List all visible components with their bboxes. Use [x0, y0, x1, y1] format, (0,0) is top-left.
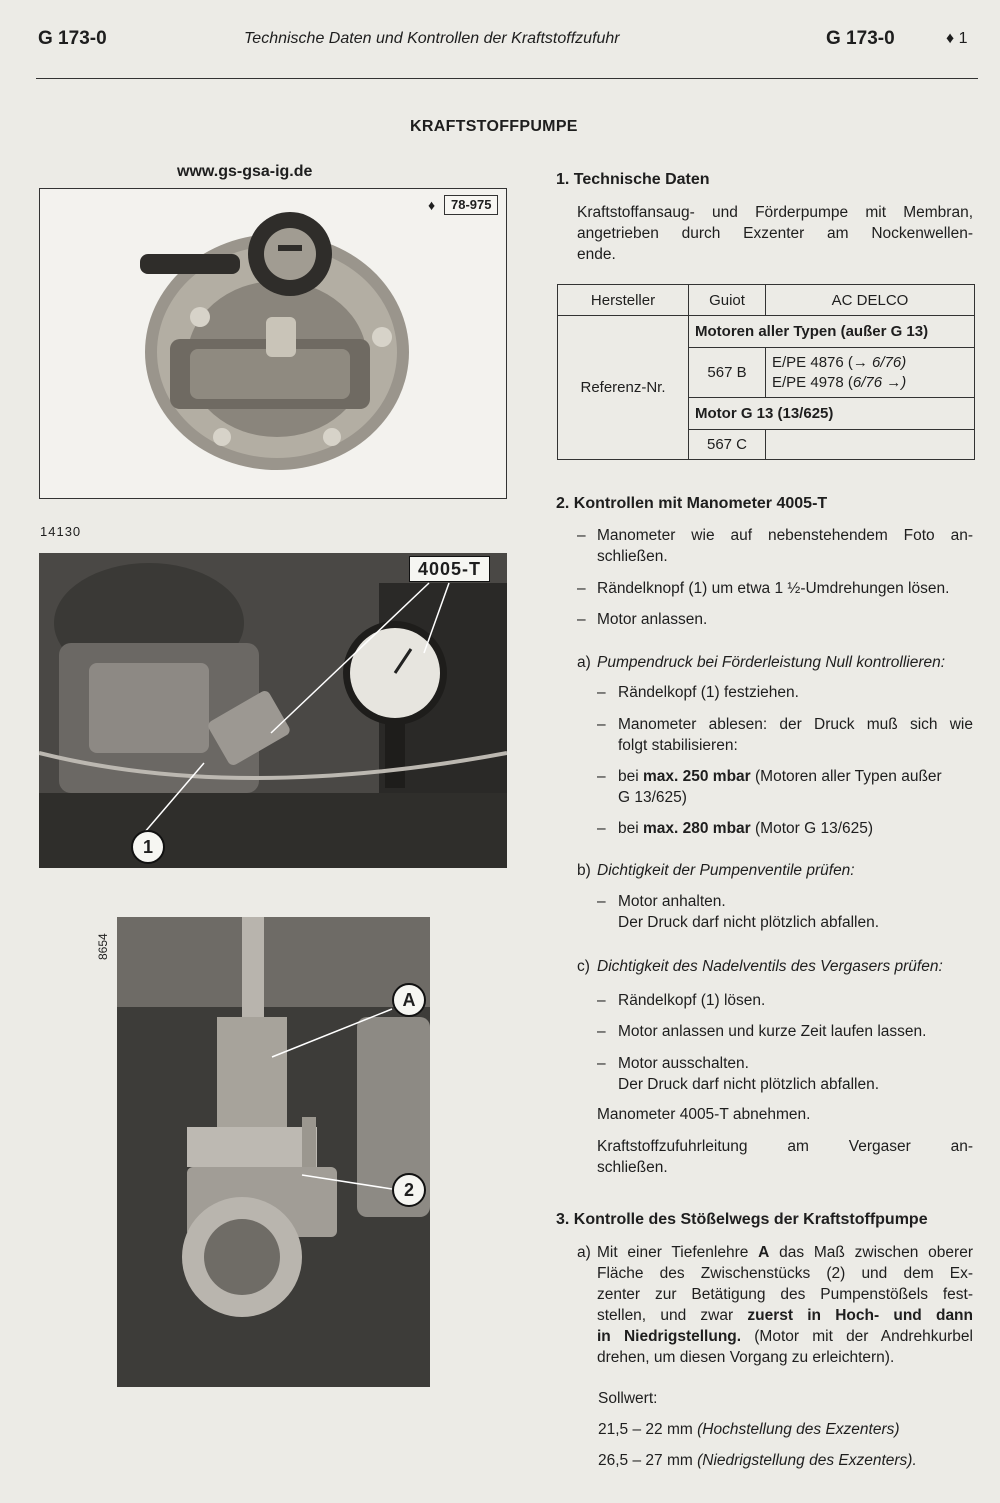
- s2-a-title: Pumpendruck bei Förderleistung Null kontrollieren:: [597, 654, 946, 671]
- header-code-right: G 173-0: [826, 28, 895, 49]
- td-acdelco-1: [766, 348, 975, 398]
- s2-c-item-3: [618, 1053, 879, 1095]
- figure-manometer: [39, 553, 507, 868]
- section-1-heading: 1. Technische Daten: [556, 171, 710, 188]
- s3-line-1-post: das Maß zwischen oberer: [769, 1244, 973, 1261]
- sollwert-1: [598, 1419, 900, 1440]
- s2-item-1-line-2: schließen.: [597, 548, 668, 565]
- td-reference-label: Referenz-Nr.: [558, 316, 689, 460]
- s3-line-4-pre: stellen, und zwar: [597, 1307, 748, 1324]
- s2-a-item-3-line-2: G 13/625): [618, 789, 687, 806]
- sollwert-1-note: (Hochstellung des Exzenters): [697, 1421, 900, 1438]
- s3-line-3: zenter zur Betätigung des Pumpenstößels fest-: [597, 1286, 973, 1303]
- header-rule: [36, 78, 978, 79]
- sollwert-2: [598, 1450, 917, 1471]
- s3-line-1-pre: Mit einer Tiefenlehre: [597, 1244, 759, 1261]
- sollwert-label: Sollwert:: [598, 1390, 658, 1407]
- s2-after-2-line-2: schließen.: [597, 1159, 668, 1176]
- fuel-pump-illustration: [40, 189, 505, 497]
- dash: –: [597, 768, 606, 785]
- section-2-heading: 2. Kontrollen mit Manometer 4005-T: [556, 495, 828, 512]
- dash: –: [597, 684, 606, 701]
- s2-item-1: [597, 525, 973, 567]
- s2-a-item-2-line-1: Manometer ablesen: der Druck muß sich wie: [618, 716, 973, 733]
- s3-line-5: [597, 1326, 973, 1347]
- s2-b-title: Dichtigkeit der Pumpenventile prüfen:: [597, 862, 855, 879]
- callout-2: 2: [392, 1173, 426, 1207]
- s2-a-item-3: [618, 766, 978, 808]
- td-acdelco-2: [766, 430, 975, 460]
- s2-item-3: Motor anlassen.: [597, 611, 708, 628]
- figure-ref-box: 78-975: [444, 195, 498, 215]
- s3-line-5-bold: in Niedrigstellung.: [597, 1328, 742, 1345]
- figure-number-3: 8654: [96, 933, 110, 960]
- dash: –: [597, 1023, 606, 1040]
- s2-a-item-3-value: max. 250 mbar: [643, 768, 751, 785]
- s2-c-item-2: Motor anlassen und kurze Zeit laufen lassen.: [618, 1023, 927, 1040]
- sollwert-2-note: (Niedrigstellung des Exzenters).: [697, 1452, 917, 1469]
- sollwert-2-value: 26,5 – 27 mm: [598, 1452, 693, 1469]
- th-manufacturer: Hersteller: [558, 285, 689, 316]
- s2-b-item-1: [618, 891, 879, 933]
- dash: –: [597, 820, 606, 837]
- s2-a-item-3-post: (Motoren aller Typen außer: [750, 768, 942, 785]
- s3-a-label: a): [577, 1244, 591, 1261]
- s3-a-text: [597, 1242, 973, 1368]
- s3-line-4-bold: zuerst in Hoch- und dann: [747, 1307, 973, 1324]
- acdelco-1b: E/PE 4978 (: [772, 373, 853, 391]
- acdelco-1a: E/PE 4876 (: [772, 353, 853, 371]
- acdelco-1b-range: 6/76 →): [852, 373, 907, 391]
- dash: –: [577, 611, 586, 628]
- s3-line-6: drehen, um diesen Vorgang zu erleichtern).: [597, 1349, 895, 1366]
- s2-c-title: Dichtigkeit des Nadelventils des Vergasers prüfen:: [597, 958, 943, 975]
- s2-a-item-4-pre: bei: [618, 820, 643, 837]
- website-url: www.gs-gsa-ig.de: [177, 163, 313, 180]
- section-1-line-3: ende.: [577, 246, 616, 263]
- th-acdelco: AC DELCO: [766, 285, 975, 316]
- manometer-tool-label: 4005-T: [409, 556, 490, 582]
- figure-depth-gauge: [117, 917, 430, 1387]
- s2-after-2: [597, 1136, 973, 1178]
- depth-gauge-illustration: [117, 917, 430, 1387]
- section-1-line-2: angetrieben durch Exzenter am Nockenwellen-: [577, 225, 973, 242]
- s2-a-item-4-value: max. 280 mbar: [643, 820, 751, 837]
- s3-line-1-tool: A: [758, 1244, 770, 1261]
- s2-item-1-line-1: Manometer wie auf nebenstehendem Foto an-: [597, 527, 973, 544]
- table-header-row: [558, 285, 975, 316]
- s2-b-item-1-line-1: Motor anhalten.: [618, 893, 726, 910]
- s3-line-1: [597, 1242, 973, 1263]
- engine-bay-illustration: [39, 553, 507, 868]
- section-3-heading: 3. Kontrolle des Stößelwegs der Kraftstoffpumpe: [556, 1211, 928, 1228]
- page-number: ♦ 1: [946, 30, 968, 47]
- s2-after-2-line-1: Kraftstoffzufuhrleitung am Vergaser an-: [597, 1138, 973, 1155]
- s3-line-2: Fläche des Zwischenstücks (2) und dem Ex-: [597, 1265, 973, 1282]
- td-guiot-2: 567 C: [689, 430, 766, 460]
- td-guiot-1: 567 B: [689, 348, 766, 398]
- reference-table: [557, 284, 975, 460]
- header-title: Technische Daten und Kontrollen der Kraftstoffzufuhr: [244, 30, 620, 47]
- s2-a-item-4-post: (Motor G 13/625): [750, 820, 874, 837]
- section-1-text: [577, 202, 973, 265]
- table-row: [558, 316, 975, 348]
- acdelco-line-2: [772, 373, 968, 393]
- figure-fuel-pump: [39, 188, 507, 499]
- s2-a-item-4: [618, 818, 873, 839]
- s2-c-item-3-line-2: Der Druck darf nicht plötzlich abfallen.: [618, 1076, 880, 1093]
- section-1-line-1: Kraftstoffansaug- und Förderpumpe mit Membran,: [577, 204, 973, 221]
- acdelco-line-1: [772, 353, 968, 373]
- td-group-1: Motoren aller Typen (außer G 13): [689, 316, 975, 348]
- th-guiot: Guiot: [689, 285, 766, 316]
- s2-c-item-3-line-1: Motor ausschalten.: [618, 1055, 749, 1072]
- s2-a-label: a): [577, 654, 591, 671]
- callout-1: 1: [131, 830, 165, 864]
- dash: –: [597, 1055, 606, 1072]
- dash: –: [597, 716, 606, 733]
- s2-c-item-1: Rändelkopf (1) lösen.: [618, 992, 766, 1009]
- s2-a-item-3-pre: bei: [618, 768, 643, 785]
- td-group-2: Motor G 13 (13/625): [689, 398, 975, 430]
- s2-a-item-3-line-1: [618, 766, 978, 787]
- s2-item-2: Rändelknopf (1) um etwa 1 ½-Umdrehungen lösen.: [597, 580, 950, 597]
- s3-line-5-post: (Motor mit der Andrehkurbel: [741, 1328, 973, 1345]
- s2-after-1: Manometer 4005-T abnehmen.: [597, 1106, 811, 1123]
- s2-a-item-1: Rändelkopf (1) festziehen.: [618, 684, 799, 701]
- dash: –: [597, 893, 606, 910]
- figure-ref-mark: ♦: [428, 197, 436, 213]
- main-title: KRAFTSTOFFPUMPE: [410, 118, 578, 135]
- dash: –: [577, 580, 586, 597]
- s3-line-4: [597, 1305, 973, 1326]
- s2-a-item-2-line-2: folgt stabilisieren:: [618, 737, 738, 754]
- figure-number-1: 14130: [40, 524, 82, 539]
- callout-a: A: [392, 983, 426, 1017]
- s2-b-item-1-line-2: Der Druck darf nicht plötzlich abfallen.: [618, 914, 880, 931]
- acdelco-1a-range: → 6/76): [852, 353, 907, 371]
- header-code-left: G 173-0: [38, 28, 107, 49]
- dash: –: [577, 527, 586, 544]
- dash: –: [597, 992, 606, 1009]
- sollwert-1-value: 21,5 – 22 mm: [598, 1421, 693, 1438]
- s2-c-label: c): [577, 958, 590, 975]
- s2-a-item-2: [618, 714, 973, 756]
- s2-b-label: b): [577, 862, 591, 879]
